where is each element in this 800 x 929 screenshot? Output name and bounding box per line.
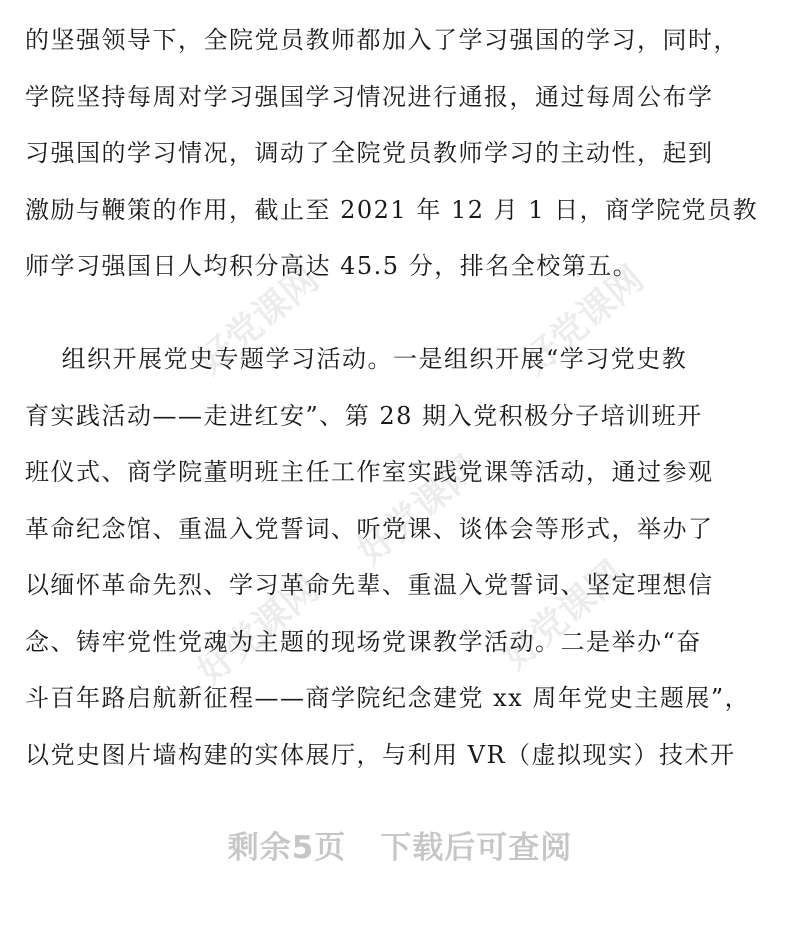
paragraph-line: 的坚强领导下，全院党员教师都加入了学习强国的学习，同时， [25,26,739,54]
paragraph-line: 激励与鞭策的作用，截止至 2021 年 12 月 1 日，商学院党员教 [25,195,759,224]
watermark-text: 好党课网 [190,568,327,693]
paragraph-line: 组织开展党史专题学习活动。一是组织开展“学习党史教 [25,345,688,373]
paragraph-study-platform [25,12,780,295]
paragraph-line: 育实践活动——走进红安”、第 28 期入党积极分子培训班开 [25,401,703,430]
paragraph-line: 斗百年路启航新征程——商学院纪念建党 xx 周年党史主题展”， [25,684,751,712]
download-prompt-label: 下载后可查阅 [380,830,573,866]
paragraph-line: 以缅怀革命先烈、学习革命先辈、重温入党誓词、坚定理想信 [25,571,714,599]
paragraph-line: 以党史图片墙构建的实体展厅，与利用 VR（虚拟现实）技术开 [25,740,736,769]
paragraph-line: 班仪式、商学院董明班主任工作室实践党课等活动，通过参观 [25,458,714,486]
paragraph-line: 革命纪念馆、重温入党誓词、听党课、谈体会等形式，举办了 [25,514,714,543]
remaining-pages-label: 剩余5页 [227,830,347,866]
paragraph-line: 师学习强国日人均积分高达 45.5 分，排名全校第五。 [25,252,639,280]
watermark-text: 好党课网 [495,553,632,678]
watermark-text: 好党课网 [350,448,487,573]
watermark-text: 好党课网 [190,258,327,383]
paragraph-line: 念、铸牢党性党魂为主题的现场党课教学活动。二是举办“奋 [25,627,702,656]
watermark-text: 好党课网 [515,258,652,383]
download-to-view-button[interactable] [0,822,800,867]
paragraph-party-history [25,331,780,783]
paragraph-line: 学院坚持每周对学习强国学习情况进行通报，通过每周公布学 [25,82,714,111]
paragraph-line: 习强国的学习情况，调动了全院党员教师学习的主动性，起到 [25,139,714,167]
